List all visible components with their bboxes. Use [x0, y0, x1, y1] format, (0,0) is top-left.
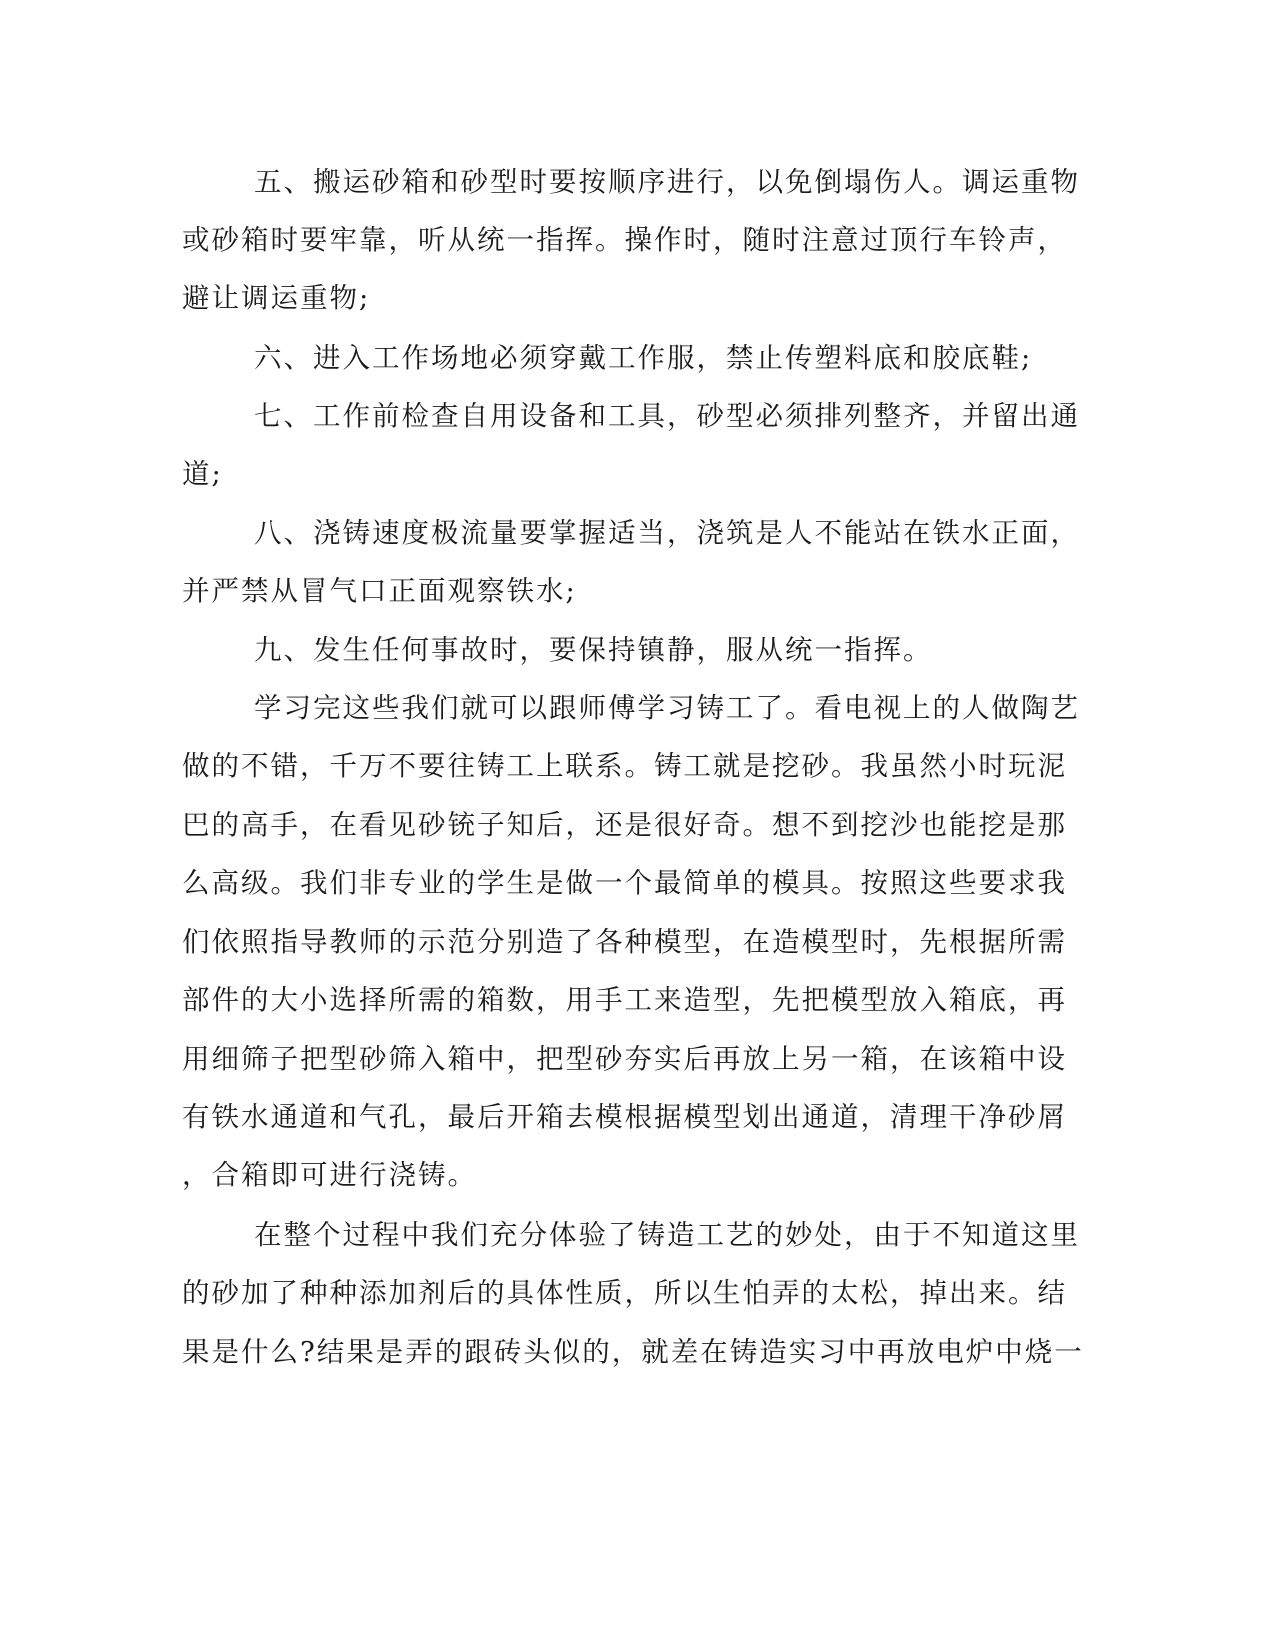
- text-line: ，合箱即可进行浇铸。: [182, 1159, 477, 1191]
- text-line: 道;: [182, 458, 223, 490]
- text-line: 们依照指导教师的示范分别造了各种模型，在造模型时，先根据所需: [182, 926, 1067, 958]
- text-line: 学习完这些我们就可以跟师傅学习铸工了。看电视上的人做陶艺: [254, 692, 1080, 724]
- text-line: 六、进入工作场地必须穿戴工作服，禁止传塑料底和胶底鞋;: [254, 342, 1033, 374]
- text-line: 避让调运重物;: [182, 282, 371, 314]
- text-line: 么高级。我们非专业的学生是做一个最简单的模具。按照这些要求我: [182, 867, 1067, 899]
- text-line: 并严禁从冒气口正面观察铁水;: [182, 575, 577, 607]
- text-line: 或砂箱时要牢靠，听从统一指挥。操作时，随时注意过顶行车铃声，: [182, 224, 1067, 256]
- text-line: 有铁水通道和气孔，最后开箱去模根据模型划出通道，清理干净砂屑: [182, 1101, 1067, 1133]
- text-line: 部件的大小选择所需的箱数，用手工来造型，先把模型放入箱底，再: [182, 984, 1067, 1016]
- text-line: 的砂加了种种添加剂后的具体性质，所以生怕弄的太松，掉出来。结: [182, 1277, 1067, 1309]
- text-line: 用细筛子把型砂筛入箱中，把型砂夯实后再放上另一箱，在该箱中设: [182, 1043, 1067, 1075]
- text-line: 巴的高手，在看见砂铳子知后，还是很好奇。想不到挖沙也能挖是那: [182, 809, 1067, 841]
- text-line: 五、搬运砂箱和砂型时要按顺序进行，以免倒塌伤人。调运重物: [254, 166, 1080, 198]
- text-line: 果是什么?结果是弄的跟砖头似的，就差在铸造实习中再放电炉中烧一: [182, 1336, 1084, 1368]
- text-line: 在整个过程中我们充分体验了铸造工艺的妙处，由于不知道这里: [254, 1219, 1080, 1251]
- text-line: 七、工作前检查自用设备和工具，砂型必须排列整齐，并留出通: [254, 400, 1080, 432]
- text-line: 做的不错，千万不要往铸工上联系。铸工就是挖砂。我虽然小时玩泥: [182, 750, 1067, 782]
- text-line: 八、浇铸速度极流量要掌握适当，浇筑是人不能站在铁水正面，: [254, 517, 1080, 549]
- text-line: 九、发生任何事故时，要保持镇静，服从统一指挥。: [254, 634, 933, 666]
